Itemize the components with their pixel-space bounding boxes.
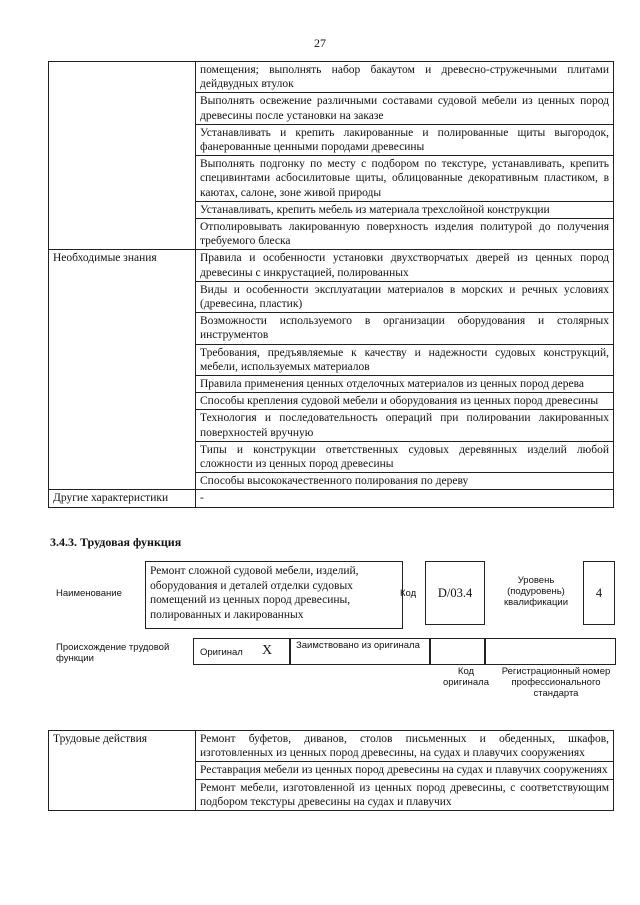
labor-actions-table [48, 730, 614, 811]
original-mark: X [262, 643, 273, 658]
code-value: D/03.4 [425, 561, 485, 625]
table-row [49, 490, 614, 507]
table-cell: Способы крепления судовой мебели и оборудования из ценных пород древесины [196, 393, 614, 410]
other-value: - [196, 490, 614, 507]
table-cell: Возможности используемого в организации оборудования и столярных инструментов [196, 313, 614, 344]
knowledge-label: Необходимые знания [49, 250, 196, 490]
table-cell: Требования, предъявляемые к качеству и надежности судовых конструкций, мебели, используемых материалов [196, 344, 614, 375]
reg-number-cell [484, 638, 616, 665]
page-number: 27 [314, 36, 326, 50]
level-label: Уровень (подуровень) квалификации [503, 575, 569, 608]
table-cell: Ремонт буфетов, диванов, столов письменных и обеденных, шкафов, изготовленных из ценных пород древесины, на судах и плавучих сооружениях [196, 731, 614, 762]
table-cell: Выполнять подгонку по месту с подбором по текстуре, устанавливать, крепить специвинтами асбосилитовые щиты, облицованные декоративным пластиком, в каютах, салоне, зоне живой природы [196, 156, 614, 202]
table-cell: Устанавливать, крепить мебель из материала трехслойной конструкции [196, 201, 614, 218]
code-original-cell [429, 638, 486, 665]
section-title: 3.4.3. Трудовая функция [50, 535, 182, 549]
code-label: Код [400, 588, 417, 599]
reg-number-caption: Регистрационный номер профессионального стандарта [501, 666, 611, 699]
table-row [49, 62, 614, 93]
table-row [49, 250, 614, 281]
original-label: Оригинал [200, 647, 243, 658]
origin-label: Происхождение трудовой функции [56, 642, 170, 664]
table-cell: Отполировывать лакированную поверхность изделия политурой до получения требуемого блеска [196, 219, 614, 250]
other-label: Другие характеристики [49, 490, 196, 507]
table-cell: Способы высококачественного полирования по дереву [196, 473, 614, 490]
table-cell: Правила и особенности установки двухстворчатых дверей из ценных пород древесины с инкрустацией, полированных [196, 250, 614, 281]
level-value: 4 [583, 561, 615, 625]
empty-label-cell [49, 62, 196, 250]
table-cell: Технология и последовательность операций при полировании лакированных поверхностей вручную [196, 410, 614, 441]
table-cell: Выполнять освежение различными составами судовой мебели из ценных пород древесины после установки на заказе [196, 93, 614, 124]
table-cell: Ремонт мебели, изготовленной из ценных пород древесины, с соответствующим подбором текстуры древесины на судах и плавучих [196, 779, 614, 810]
table-cell: Правила применения ценных отделочных материалов из ценных пород дерева [196, 376, 614, 393]
name-label: Наименование [56, 588, 122, 599]
table-row [49, 731, 614, 762]
borrowed-label: Заимствовано из оригинала [296, 640, 420, 651]
function-name-value: Ремонт сложной судовой мебели, изделий, оборудования и деталей отделки судовых помещений из ценных пород древесины, полированных и лакированных [145, 561, 403, 629]
table-cell: Типы и конструкции ответственных судовых деревянных изделий любой сложности из ценных пород древесины [196, 441, 614, 472]
table-cell: Виды и особенности эксплуатации материалов в морских и речных условиях (древесина, пластик) [196, 281, 614, 312]
actions-label: Трудовые действия [49, 731, 196, 811]
code-original-caption: Код оригинала [442, 666, 489, 688]
skills-knowledge-table [48, 61, 614, 508]
table-cell: Реставрация мебели из ценных пород древесины на судах и плавучих сооружениях [196, 762, 614, 779]
table-cell: Устанавливать и крепить лакированные и полированные щиты выгородок, фанерованные ценными породами древесины [196, 124, 614, 155]
table-cell: помещения; выполнять набор бакаутом и древесно-стружечными плитами дейдвудных втулок [196, 62, 614, 93]
